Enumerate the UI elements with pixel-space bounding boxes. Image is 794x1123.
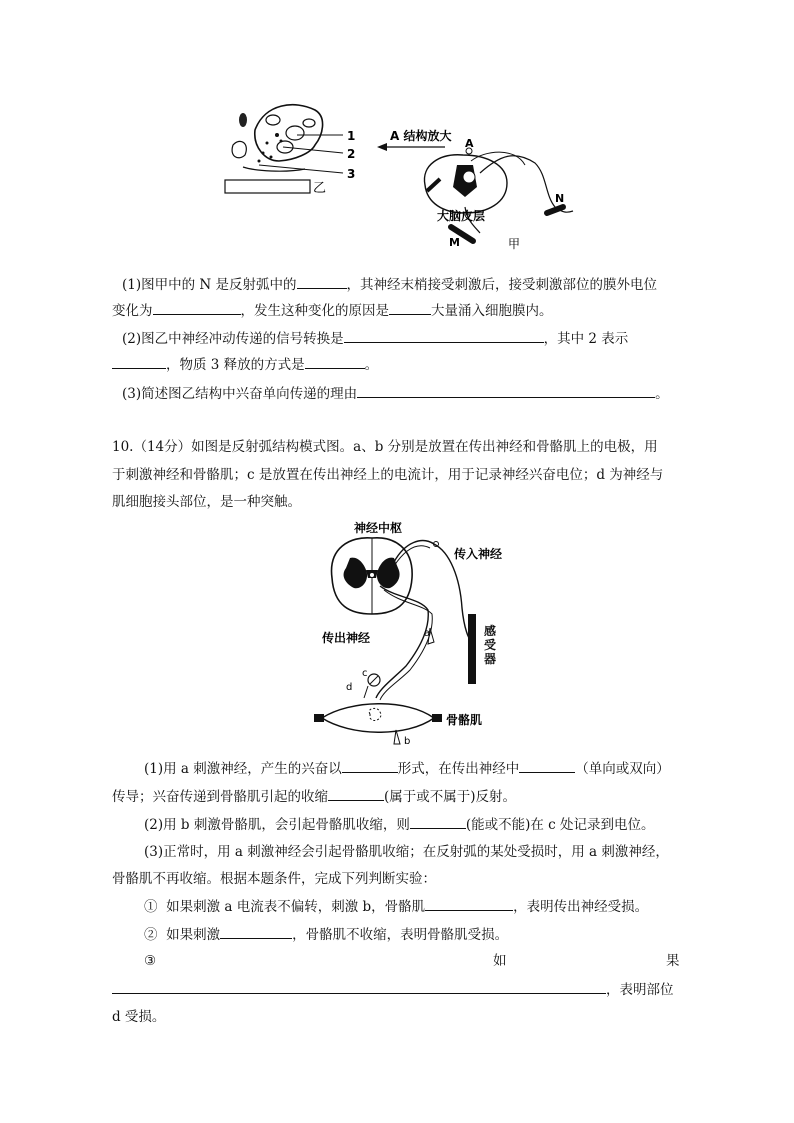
label-afferent: 传入神经 — [454, 547, 503, 561]
synapse-diagram — [225, 105, 343, 193]
label-d: d — [346, 682, 353, 693]
q10-text: (属于或不属于)反射。 — [384, 789, 517, 805]
label-receptor: 感受器 — [484, 624, 497, 666]
q10-text: 如果刺激 a 电流表不偏转，刺激 b，骨骼肌 — [166, 899, 426, 915]
q10-text: ，骨骼肌不收缩，表明骨骼肌受损。 — [292, 927, 509, 943]
q10-text: 如果刺激 — [166, 927, 221, 943]
q9-text: (1)图甲中的 N 是反射弧中的 — [122, 277, 297, 293]
q9-text: ，物质 3 释放的方式是 — [166, 357, 305, 373]
arrow-label: A 结构放大 — [390, 129, 452, 143]
label-muscle: 骨骼肌 — [446, 713, 483, 727]
answer-blank[interactable] — [220, 924, 292, 939]
reflex-synapse-figure — [215, 95, 585, 255]
q10-item-3 — [144, 951, 156, 971]
label-A: A — [465, 137, 474, 150]
q10-item-3-ru: 如 — [493, 953, 507, 969]
skeletal-muscle — [322, 704, 434, 733]
callout-3: 3 — [347, 167, 356, 181]
q10-text: 形式，在传出神经中 — [397, 761, 520, 777]
q10-stem-3: 肌细胞接头部位，是一种突触。 — [112, 494, 301, 510]
q9-line-2 — [112, 300, 553, 321]
answer-blank[interactable] — [410, 814, 466, 829]
q9-text: ，其中 2 表示 — [543, 331, 629, 347]
label-N: N — [555, 192, 565, 205]
q9-text: 。 — [655, 386, 669, 402]
answer-blank[interactable] — [328, 786, 384, 801]
q10-text: ，表明部位 — [606, 982, 674, 998]
q10-text: (能或不能)在 c 处记录到电位。 — [465, 817, 655, 833]
q10-text: ，表明传出神经受损。 — [513, 899, 649, 915]
q10-1-line-2 — [112, 786, 516, 807]
receptor-bar — [468, 614, 476, 684]
label-center: 神经中枢 — [354, 521, 403, 535]
q10-stem-2: 于刺激神经和骨骼肌；c 是放置在传出神经上的电流计，用于记录神经兴奋电位；d 为神经与 — [112, 467, 664, 483]
q10-text: 传导；兴奋传递到骨骼肌引起的收缩 — [112, 789, 328, 805]
q10-item-3-guo: 果 — [666, 953, 680, 969]
label-jia: 甲 — [508, 237, 521, 251]
q9-text: ，发生这种变化的原因是 — [240, 303, 389, 319]
answer-blank[interactable] — [519, 758, 575, 773]
label-yi: 乙 — [313, 181, 327, 196]
q9-line-4 — [112, 354, 378, 375]
answer-blank[interactable] — [342, 758, 398, 773]
callout-2: 2 — [347, 147, 356, 161]
answer-blank[interactable] — [357, 383, 655, 398]
q9-text: ，其神经末梢接受刺激后，接受刺激部位的膜外电位 — [346, 277, 658, 293]
answer-blank[interactable] — [344, 328, 544, 343]
answer-blank[interactable] — [112, 354, 166, 369]
q10-item-2 — [144, 924, 508, 945]
item-number: ① — [144, 899, 158, 915]
cortex-label: 大脑皮层 — [437, 209, 486, 223]
q9-text: 。 — [364, 357, 379, 373]
q10-item-1 — [144, 896, 648, 917]
q10-item-3-line-3: d 受损。 — [112, 1009, 166, 1025]
q9-line-1 — [122, 274, 657, 295]
item-number: ② — [144, 927, 158, 943]
spinal-cord — [332, 538, 413, 614]
q10-text: （单向或双向） — [575, 761, 670, 777]
q9-line-5 — [122, 383, 669, 404]
label-c: c — [362, 668, 368, 679]
answer-blank[interactable] — [425, 896, 513, 911]
callout-1: 1 — [347, 129, 356, 143]
q9-line-3 — [122, 328, 628, 349]
q9-text: 变化为 — [112, 303, 153, 319]
q10-text: (1)用 a 刺激神经，产生的兴奋以 — [144, 761, 342, 777]
label-a: a — [424, 628, 431, 639]
q10-item-3-line-2 — [112, 979, 674, 1000]
answer-blank[interactable] — [153, 300, 241, 315]
item-number: ③ — [144, 953, 157, 969]
q9-text: (2)图乙中神经冲动传递的信号转换是 — [122, 331, 344, 347]
answer-blank[interactable] — [305, 354, 365, 369]
q10-2-line — [144, 814, 655, 835]
q10-3-line-2: 骨骼肌不再收缩。根据本题条件，完成下列判断实验： — [112, 871, 436, 887]
answer-blank[interactable] — [112, 979, 606, 994]
q10-text: (2)用 b 刺激骨骼肌，会引起骨骼肌收缩，则 — [144, 817, 410, 833]
reflex-arc-diagram — [424, 148, 573, 241]
q10-3-line-1: (3)正常时，用 a 刺激神经会引起骨骼肌收缩；在反射弧的某处受损时，用 a 刺激神经， — [144, 844, 669, 860]
q9-text: 大量涌入细胞膜内。 — [431, 303, 553, 319]
label-b: b — [404, 736, 411, 747]
q9-text: (3)简述图乙结构中兴奋单向传递的理由 — [122, 386, 358, 402]
answer-blank[interactable] — [297, 274, 347, 289]
label-efferent: 传出神经 — [322, 631, 371, 645]
answer-blank[interactable] — [389, 300, 431, 315]
q10-stem-1: 10.（14分）如图是反射弧结构模式图。a、b 分别是放置在传出神经和骨骼肌上的电极，用 — [112, 439, 658, 455]
label-M: M — [449, 236, 460, 249]
q10-1-line-1 — [144, 758, 670, 779]
